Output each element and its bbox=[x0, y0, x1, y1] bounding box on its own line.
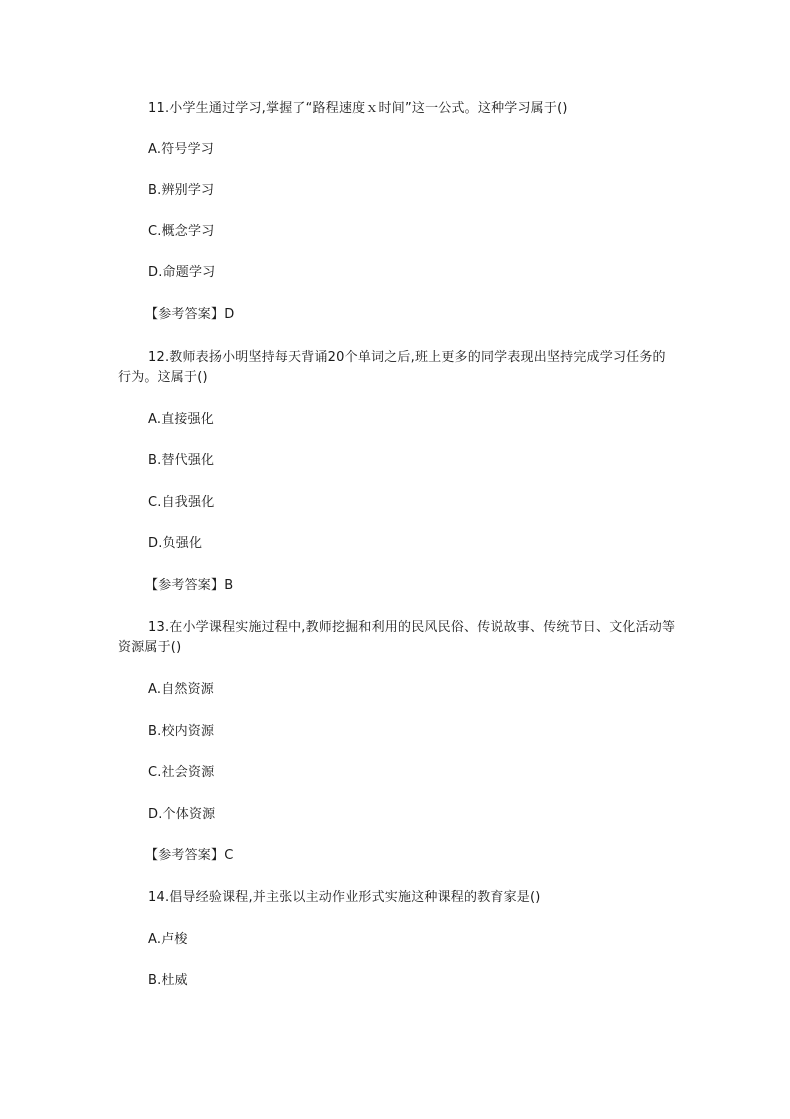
question-13-option-a: A.自然资源 bbox=[148, 682, 214, 697]
question-13-option-d: D.个体资源 bbox=[148, 807, 216, 822]
question-13-stem: 13.在小学课程实施过程中,教师挖掘和利用的民风民俗、传说故事、传统节日、文化活动等资源属于() bbox=[118, 620, 676, 655]
question-13-option-b: B.校内资源 bbox=[148, 724, 215, 739]
question-11-option-b: B.辨别学习 bbox=[148, 183, 215, 198]
question-12-option-a: A.直接强化 bbox=[148, 412, 214, 427]
question-11-option-d: D.命题学习 bbox=[148, 265, 216, 280]
question-11-answer: 【参考答案】D bbox=[145, 307, 235, 322]
question-12-option-b: B.替代强化 bbox=[148, 453, 215, 468]
question-13-answer: 【参考答案】C bbox=[145, 848, 234, 863]
question-14-option-b: B.杜威 bbox=[148, 973, 188, 988]
question-14-option-a: A.卢梭 bbox=[148, 932, 188, 947]
question-13-option-c: C.社会资源 bbox=[148, 765, 215, 780]
question-11-option-c: C.概念学习 bbox=[148, 224, 215, 239]
question-12-answer: 【参考答案】B bbox=[145, 578, 234, 593]
question-11-option-a: A.符号学习 bbox=[148, 142, 214, 157]
question-12-stem: 12.教师表扬小明坚持每天背诵20个单词之后,班上更多的同学表现出坚持完成学习任务的行为。这属于() bbox=[118, 350, 666, 385]
question-11-stem: 11.小学生通过学习,掌握了“路程速度ｘ时间”这一公式。这种学习属于() bbox=[148, 101, 568, 116]
question-12-option-d: D.负强化 bbox=[148, 536, 203, 551]
question-12-option-c: C.自我强化 bbox=[148, 495, 215, 510]
question-14-stem: 14.倡导经验课程,并主张以主动作业形式实施这种课程的教育家是() bbox=[148, 890, 541, 905]
